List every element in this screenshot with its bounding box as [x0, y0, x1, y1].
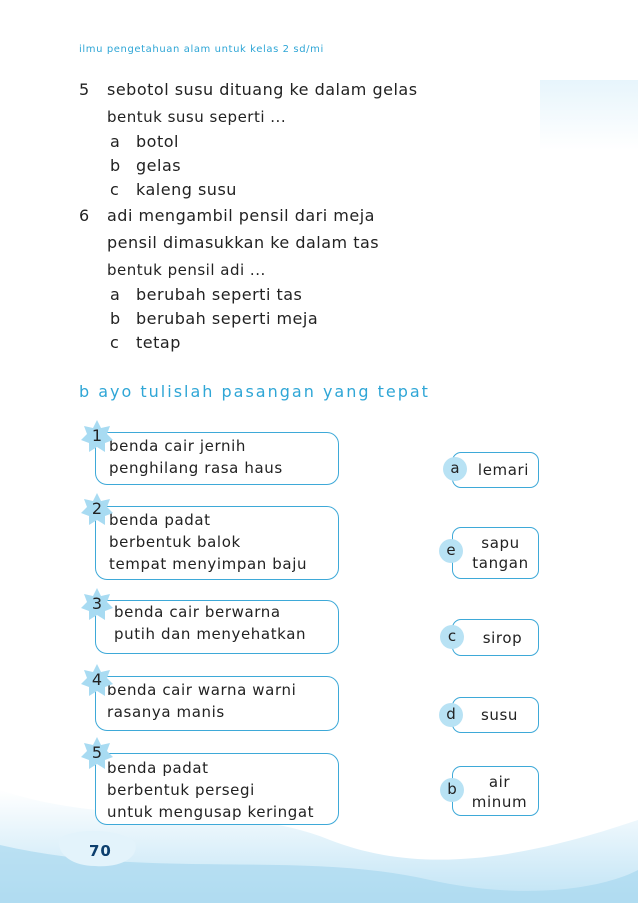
question-5-number: 5 [79, 80, 90, 99]
right-item-d-letter: d [439, 703, 463, 727]
star-badge-4 [80, 663, 114, 697]
star-number-1: 1 [91, 426, 103, 445]
question-5-option-a-letter: a [110, 132, 121, 151]
question-6-option-b-text: berubah seperti meja [136, 309, 319, 328]
right-item-c-letter: c [440, 625, 464, 649]
star-badge-5 [80, 736, 114, 770]
left-item-4-line-2: rasanya manis [107, 703, 225, 721]
question-6-option-a-text: berubah seperti tas [136, 285, 303, 304]
star-badge-3 [80, 587, 114, 621]
left-item-4-line-1: benda cair warna warni [107, 681, 297, 699]
left-item-3-line-2: putih dan menyehatkan [114, 625, 307, 643]
right-item-a-letter: a [443, 457, 467, 481]
question-6-option-c-letter: c [110, 333, 120, 352]
right-item-d-text: susu [480, 706, 519, 724]
question-5-option-c-letter: c [110, 180, 120, 199]
star-number-2: 2 [91, 499, 103, 518]
question-6-option-b-letter: b [110, 309, 121, 328]
left-item-2-line-3: tempat menyimpan baju [109, 555, 308, 573]
right-item-b-letter: b [440, 778, 464, 802]
page-number: 70 [89, 842, 112, 860]
question-6-line-2: pensil dimasukkan ke dalam tas [107, 233, 380, 252]
star-badge-2 [80, 492, 114, 526]
right-item-c-text: sirop [482, 629, 523, 647]
question-5-option-b-letter: b [110, 156, 121, 175]
right-item-c-box [452, 619, 539, 656]
question-5-line-2: bentuk susu seperti ... [107, 108, 287, 126]
left-item-5-box [95, 753, 339, 825]
left-item-1-line-2: penghilang rasa haus [109, 459, 283, 477]
question-5-option-c-text: kaleng susu [136, 180, 237, 199]
question-5-line-1: sebotol susu dituang ke dalam gelas [107, 80, 418, 99]
left-item-2-line-1: benda padat [109, 511, 211, 529]
left-item-5-line-2: berbentuk persegi [107, 781, 255, 799]
left-item-3-box [95, 600, 339, 654]
star-number-3: 3 [91, 594, 103, 613]
right-item-b-line-1: air [488, 773, 511, 791]
right-item-e-line-1: sapu [481, 534, 520, 552]
left-item-2-line-2: berbentuk balok [109, 533, 241, 551]
question-5-option-a-text: botol [136, 132, 179, 151]
right-item-e-box [452, 527, 539, 579]
question-6-option-a-letter: a [110, 285, 121, 304]
question-6-number: 6 [79, 206, 90, 225]
right-item-b-box [452, 766, 539, 816]
question-5-option-b-text: gelas [136, 156, 182, 175]
left-item-3-line-1: benda cair berwarna [114, 603, 281, 621]
right-item-e-line-2: tangan [472, 554, 529, 572]
left-item-2-box [95, 506, 339, 580]
left-item-5-line-3: untuk mengusap keringat [107, 803, 315, 821]
right-item-b-line-2: minum [471, 793, 528, 811]
right-item-a-text: lemari [477, 461, 530, 479]
star-number-5: 5 [91, 743, 103, 762]
star-badge-1 [80, 419, 114, 453]
left-item-1-box [95, 432, 339, 485]
question-6-option-c-text: tetap [136, 333, 181, 352]
question-6-line-3: bentuk pensil adi ... [107, 261, 266, 279]
left-item-1-line-1: benda cair jernih [109, 437, 246, 455]
section-b-title: b ayo tulislah pasangan yang tepat [79, 382, 430, 401]
star-number-4: 4 [91, 670, 103, 689]
right-item-e-letter: e [439, 539, 463, 563]
right-item-d-box [452, 697, 539, 733]
question-6-line-1: adi mengambil pensil dari meja [107, 206, 375, 225]
book-header: ilmu pengetahuan alam untuk kelas 2 sd/mi [79, 44, 324, 55]
left-item-4-box [95, 676, 339, 731]
left-item-5-line-1: benda padat [107, 759, 209, 777]
